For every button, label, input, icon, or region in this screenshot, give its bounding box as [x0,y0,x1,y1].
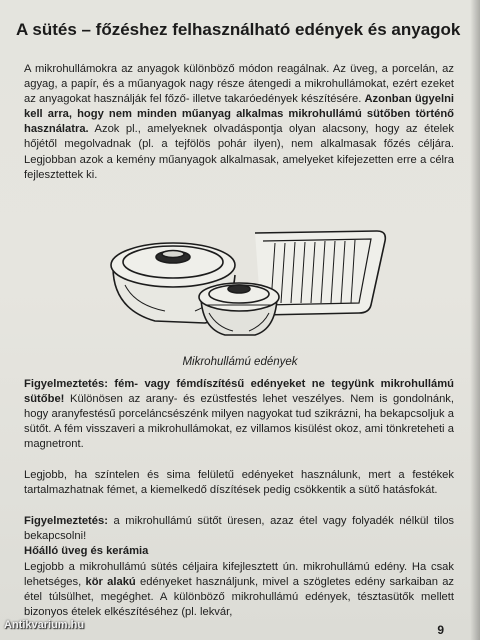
warning-2-bold: Figyelmeztetés: [24,515,108,527]
section-heading: A sütés – főzéshez felhasználható edények és anyagok [16,20,461,39]
warning-paragraph-1 [24,377,454,452]
last-para-bold: kör alakú [85,576,136,589]
paragraph-microwave-dish [24,560,454,620]
microwave-dishes-illustration [105,225,395,340]
subheading-heatproof-glass: Hőálló üveg és kerámia [24,545,149,557]
intro-paragraph [24,62,454,183]
warning-1-text: Különösen az arany- és ezüstfestés lehet veszélyes. Nem is gondolnánk, hogy aranyfestésű porceláncsészénk milyen nagyokat tud szikrázni, ha bekapcsoljuk a sütőt. A fém visszaveri a mikrohullámokat, ez villamos kisülést okoz, ami tönkreteheti a magnetront. [24,393,455,451]
intro-sentence-2: Az üveg, a porcelán, az agyag, a papír, és a műanyagok nagy része átengedi a mikrohullámokat, ezért ezeket az anyagokat használják fel főző- illetve takaróedények készítésére. [24,63,454,106]
paragraph-colorless-dishes: Legjobb, ha színtelen és sima felületű edényeket használunk, mert a festékek tartalmazhatnak fémet, a kiemelkedő díszítések pedig csökkentik a sütő hatásfokát. [24,469,454,497]
page-edge-shadow [470,0,480,640]
page-number: 9 [437,623,444,637]
last-para-part-a: Legjobb a mikrohullámú sütés céljaira kifejlesztett ún. mikrohullámú edény. Ha csak lehetséges, [24,561,454,589]
warning-paragraph-2 [24,514,454,544]
intro-sentence-4: Azok pl., amelyeknek olvadáspontja olyan alacsony, hogy az ételek hőjétől megolvadnak (pl. a tejfölös pohár ilyen), nem alkalmasak főzés céljára. Legjobban azok a kemény műanyagok alkalmasak, amelyeket kifejezetten erre a célra fejlesztettek ki. [24,123,454,181]
watermark-logo: Antikvarium.hu [4,619,85,631]
warning-1-bold: Figyelmeztetés: fém- vagy fémdíszítésű edényeket ne tegyünk mikrohullámú sütőbe! [24,378,454,406]
last-para-part-b: edényeket használjunk, mivel a szögletes edény sarkaiban az étel túlsülhet, megéghet. A különböző mikrohullámú edények, tésztasütők mellett bizonyos ételek elkészítéséhez (pl. lekvár, [24,576,455,619]
figure-caption: Mikrohullámú edények [182,356,298,368]
warning-2-text: a mikrohullámú sütőt üresen, azaz étel vagy folyadék nélkül tilos bekapcsolni! [24,515,455,543]
intro-bold-sentence: Azonban ügyelni kell arra, hogy nem minden műanyag alkalmas mikrohullámú sütőben történő használatra. [24,93,455,136]
intro-sentence-1: A mikrohullámokra az anyagok különböző módon reagálnak. [24,63,330,75]
